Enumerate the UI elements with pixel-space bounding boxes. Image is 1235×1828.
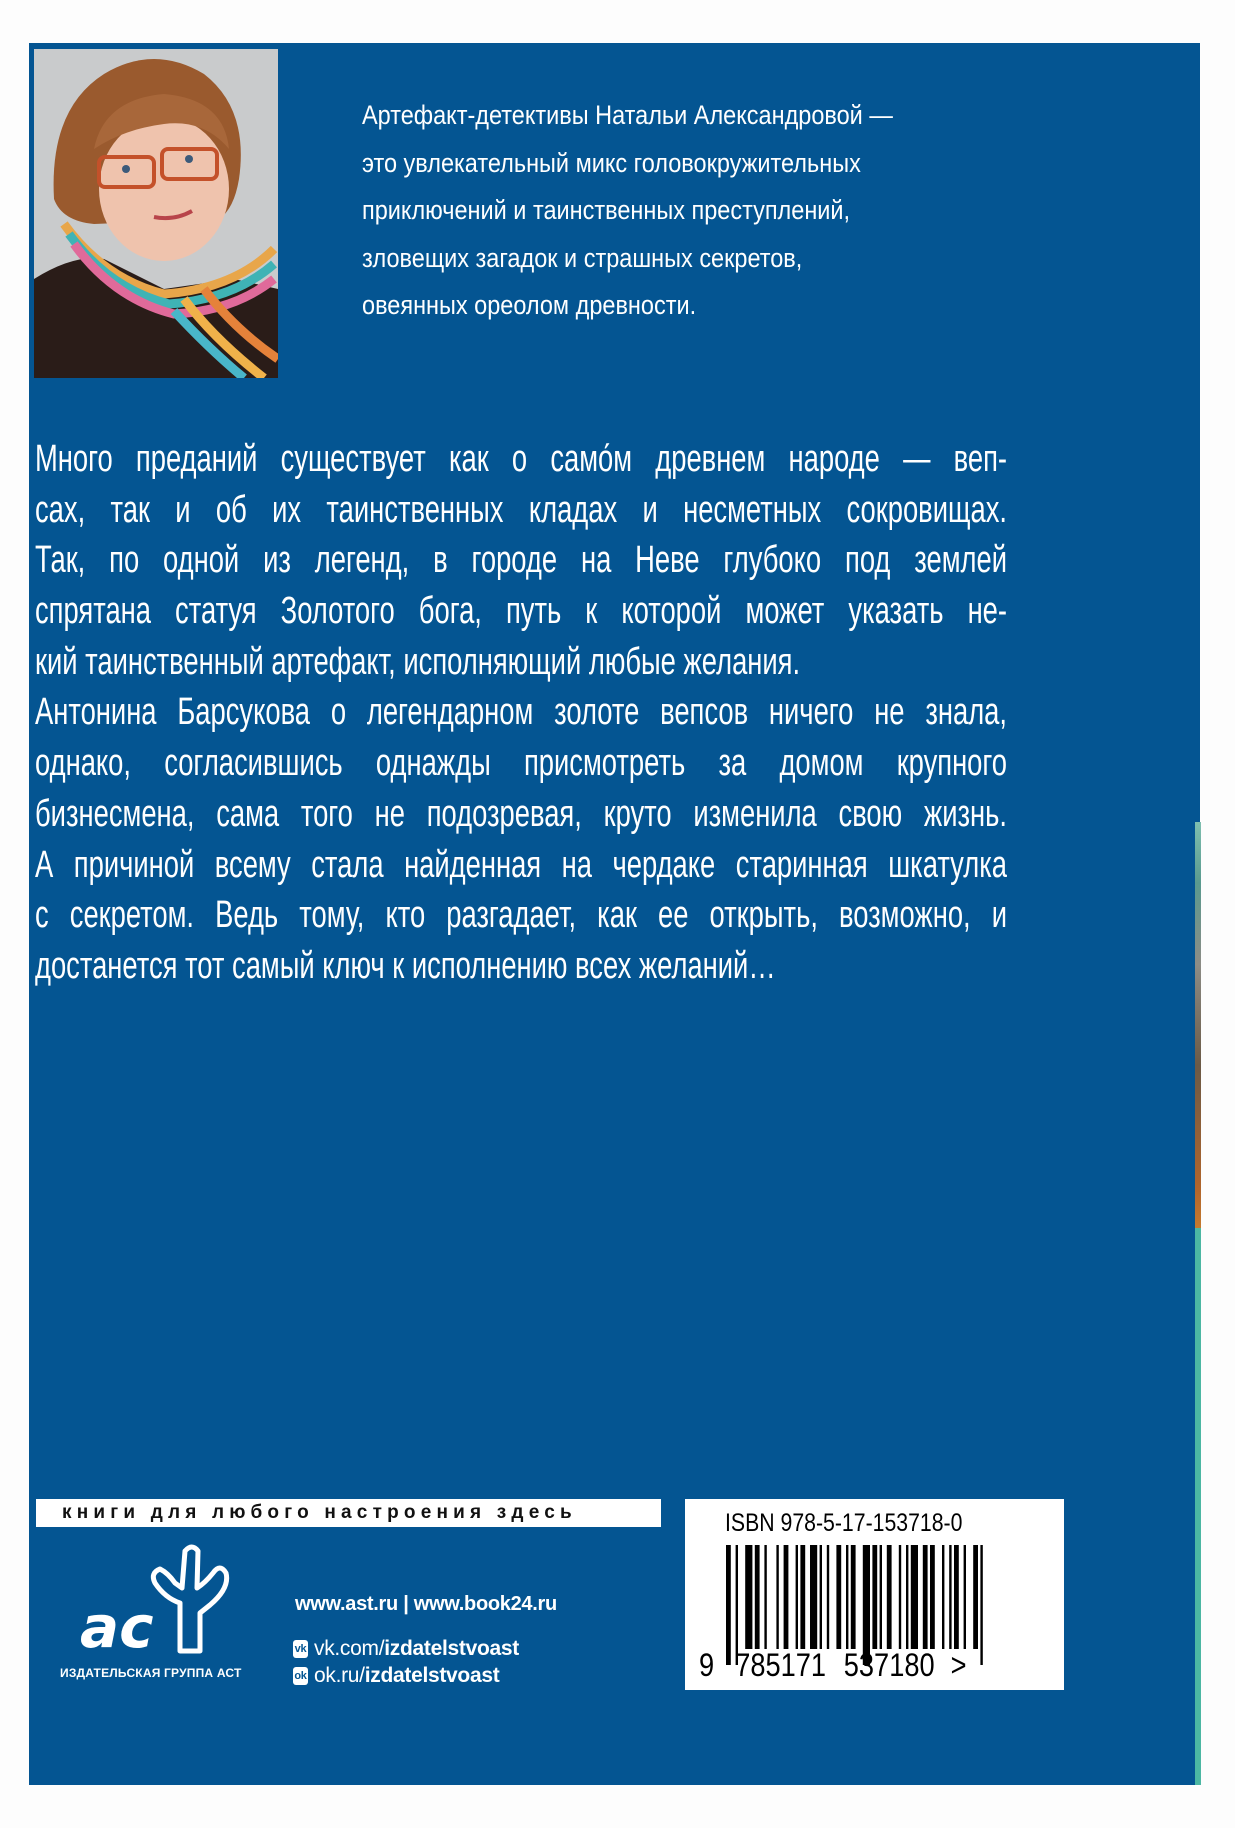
annotation-line: Так, по одной из легенд, в городе на Неве глубоко под землей [35, 539, 1008, 582]
barcode-bar [942, 1545, 944, 1649]
publisher-websites[interactable]: www.ast.ru | www.book24.ru [295, 1593, 557, 1615]
intro-line: зловещих загадок и страшных секретов, [362, 242, 803, 273]
barcode-bar [776, 1545, 778, 1649]
book-annotation [35, 434, 1007, 992]
barcode-bar [887, 1545, 892, 1649]
barcode-bar [836, 1545, 841, 1649]
vk-handle: izdatelstvoast [384, 1637, 519, 1660]
vk-prefix: vk.com/ [314, 1637, 385, 1660]
intro-line: овеянных ореолом древности. [362, 290, 697, 320]
barcode-bar [810, 1545, 817, 1649]
intro-line: Артефакт-детективы Натальи Александровой — [362, 100, 893, 130]
svg-text:ас: ас [80, 1593, 154, 1655]
spine-image-edge [1195, 822, 1201, 1228]
barcode-bar [954, 1545, 959, 1649]
author-photo [34, 49, 278, 378]
annotation-line: Много преданий существует как о само́м древнем народе — веп- [35, 438, 1008, 480]
barcode-bar [800, 1545, 805, 1649]
publisher-caption: ИЗДАТЕЛЬСКАЯ ГРУППА АСТ [60, 1666, 242, 1680]
barcode-bar [784, 1545, 789, 1649]
ok-prefix: ok.ru/ [314, 1664, 365, 1687]
vk-icon: vk [293, 1640, 308, 1658]
ok-link[interactable] [293, 1664, 499, 1688]
annotation-line: А причиной всему стала найденная на чердаке старинная шкатулка [35, 843, 1008, 886]
annotation-line: Антонина Барсукова о легендарном золоте вепсов ничего не знала, [35, 691, 1008, 734]
spine-teal-edge [1195, 1228, 1201, 1785]
annotation-line: однако, согласившись однажды присмотреть за домом крупного [35, 742, 1008, 785]
barcode-quiet-mark: > [950, 1647, 967, 1683]
barcode-bar [899, 1545, 901, 1649]
barcode-bar [846, 1545, 848, 1649]
barcode-bar [964, 1545, 966, 1649]
barcode-bar [872, 1545, 877, 1649]
barcode-bar [764, 1545, 766, 1649]
barcode-bar [796, 1545, 798, 1649]
isbn-number: ISBN 978-5-17-153718-0 [725, 1509, 963, 1537]
barcode-bar [745, 1545, 752, 1649]
barcode-digits-right: 537180 [843, 1647, 935, 1683]
ast-logo [80, 1543, 235, 1655]
annotation-line: с секретом. Ведь тому, кто разгадает, как ее открыть, возможно, и [35, 894, 1008, 937]
barcode-bar [851, 1545, 856, 1649]
barcode-bar [911, 1545, 918, 1649]
barcode-digit-first: 9 [699, 1647, 715, 1683]
barcode-bar [906, 1545, 908, 1649]
odnoklassniki-icon: ok [293, 1667, 308, 1685]
annotation-line: достанется тот самый ключ к исполнению всех желаний… [35, 944, 776, 987]
barcode-bar [755, 1545, 760, 1649]
barcode-bar [980, 1545, 982, 1665]
vk-link[interactable] [293, 1637, 519, 1661]
annotation-line: кий таинственный артефакт, исполняющий любые желания. [35, 640, 801, 683]
author-intro [362, 92, 1023, 330]
barcode-bar [930, 1545, 935, 1649]
barcode-bar [827, 1545, 829, 1649]
annotation-line: бизнесмена, сама того не подозревая, круто изменила свою жизнь. [35, 792, 1008, 835]
barcode-digits-left: 785171 [735, 1647, 827, 1683]
isbn-barcode [685, 1499, 1064, 1690]
barcode-bar [880, 1545, 882, 1649]
barcode-digits [699, 1647, 967, 1684]
barcode-bar [949, 1545, 951, 1649]
intro-line: это увлекательный микс головокружительных [362, 147, 861, 178]
ok-handle: izdatelstvoast [364, 1664, 500, 1687]
barcode-bar [973, 1545, 978, 1649]
barcode-bar [923, 1545, 928, 1649]
annotation-line: спрятана статуя Золотого бога, путь к которой может указать не- [35, 590, 1008, 633]
annotation-line: сах, так и об их таинственных кладах и несметных сокровищах. [35, 488, 1008, 531]
intro-line: приключений и таинственных преступлений, [362, 195, 851, 225]
barcode-bar [820, 1545, 822, 1649]
slogan-banner: книги для любого настроения здесь [36, 1499, 661, 1527]
